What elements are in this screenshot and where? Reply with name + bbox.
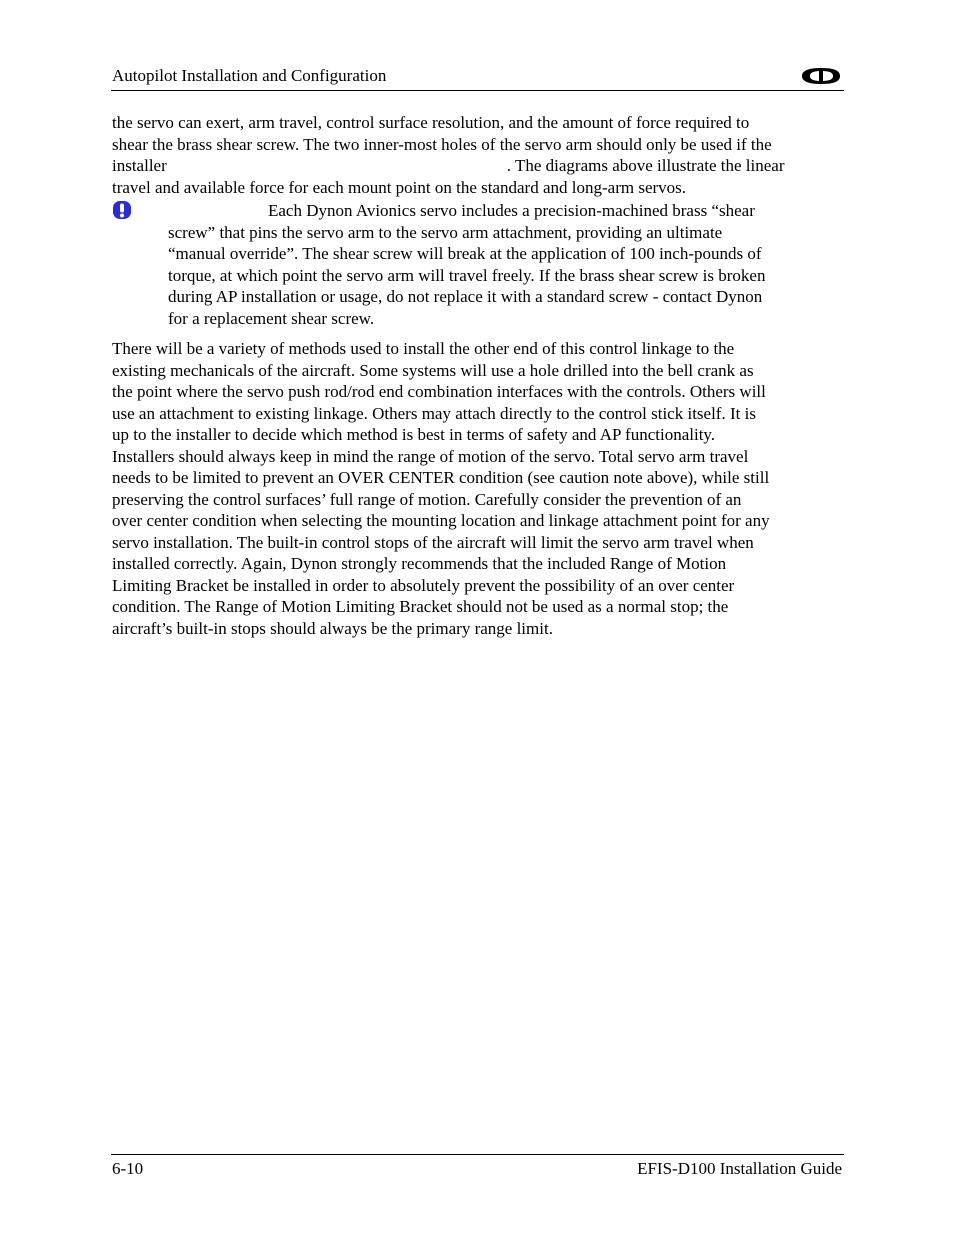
paragraph-linkage-methods bbox=[112, 338, 847, 446]
text-line: use an attachment to existing linkage. Others may attach directly to the control stick itself. It is bbox=[112, 403, 756, 423]
paragraph-range-of-motion bbox=[112, 446, 847, 640]
text-line: “manual override”. The shear screw will break at the application of 100 inch-pounds of bbox=[168, 244, 762, 263]
text-line bbox=[168, 200, 847, 222]
text-line: servo installation. The built-in control stops of the aircraft will limit the servo arm travel when bbox=[112, 532, 754, 552]
text-line: over center condition when selecting the mounting location and linkage attachment point for any bbox=[112, 511, 770, 530]
text-fragment: installer bbox=[112, 156, 167, 175]
caution-exclamation-icon bbox=[112, 200, 132, 220]
document-title: EFIS-D100 Installation Guide bbox=[637, 1159, 842, 1178]
dynon-logo-icon bbox=[800, 66, 842, 86]
caution-note-text bbox=[168, 200, 847, 329]
text-line: aircraft’s built-in stops should always be the primary range limit. bbox=[112, 618, 553, 638]
text-line: for a replacement shear screw. bbox=[168, 308, 375, 328]
text-line: Installers should always keep in mind the range of motion of the servo. Total servo arm travel bbox=[112, 446, 749, 466]
text-line: up to the installer to decide which method is best in terms of safety and AP functionality. bbox=[112, 425, 716, 444]
text-line: preserving the control surfaces’ full range of motion. Carefully consider the prevention of an bbox=[112, 489, 742, 509]
page-number: 6-10 bbox=[112, 1159, 144, 1178]
text-line: condition. The Range of Motion Limiting Bracket should not be used as a normal stop; the bbox=[112, 597, 729, 616]
text-fragment: Each Dynon Avionics servo includes a precision-machined brass “shear bbox=[268, 201, 755, 220]
paragraph-servo-arm-holes bbox=[112, 112, 847, 198]
text-line: the servo can exert, arm travel, control surface resolution, and the amount of force required to bbox=[112, 113, 750, 132]
text-line: screw” that pins the servo arm to the servo arm attachment, providing an ultimate bbox=[168, 222, 723, 242]
text-line: during AP installation or usage, do not replace it with a standard screw - contact Dynon bbox=[168, 287, 763, 306]
page-footer bbox=[111, 1154, 844, 1178]
text-line: travel and available force for each mount point on the standard and long-arm servos. bbox=[112, 177, 687, 197]
text-line: the point where the servo push rod/rod end combination interfaces with the controls. Others will bbox=[112, 382, 766, 401]
page-header bbox=[111, 64, 844, 91]
text-line: existing mechanicals of the aircraft. Some systems will use a hole drilled into the bell crank as bbox=[112, 360, 754, 380]
text-fragment: . The diagrams above illustrate the linear bbox=[506, 156, 785, 175]
text-line: needs to be limited to prevent an OVER CENTER condition (see caution note above), while still bbox=[112, 468, 770, 487]
text-line bbox=[112, 155, 847, 177]
text-line: Limiting Bracket be installed in order to absolutely prevent the possibility of an over center bbox=[112, 575, 735, 595]
text-line: installed correctly. Again, Dynon strongly recommends that the included Range of Motion bbox=[112, 554, 727, 573]
body-content bbox=[112, 112, 847, 639]
text-line: torque, at which point the servo arm will travel freely. If the brass shear screw is broken bbox=[168, 265, 766, 285]
header-section-title: Autopilot Installation and Configuration bbox=[112, 66, 387, 85]
caution-note bbox=[112, 200, 847, 329]
text-line: There will be a variety of methods used to install the other end of this control linkage to the bbox=[112, 339, 735, 358]
text-line: shear the brass shear screw. The two inner-most holes of the servo arm should only be used if the bbox=[112, 134, 772, 154]
